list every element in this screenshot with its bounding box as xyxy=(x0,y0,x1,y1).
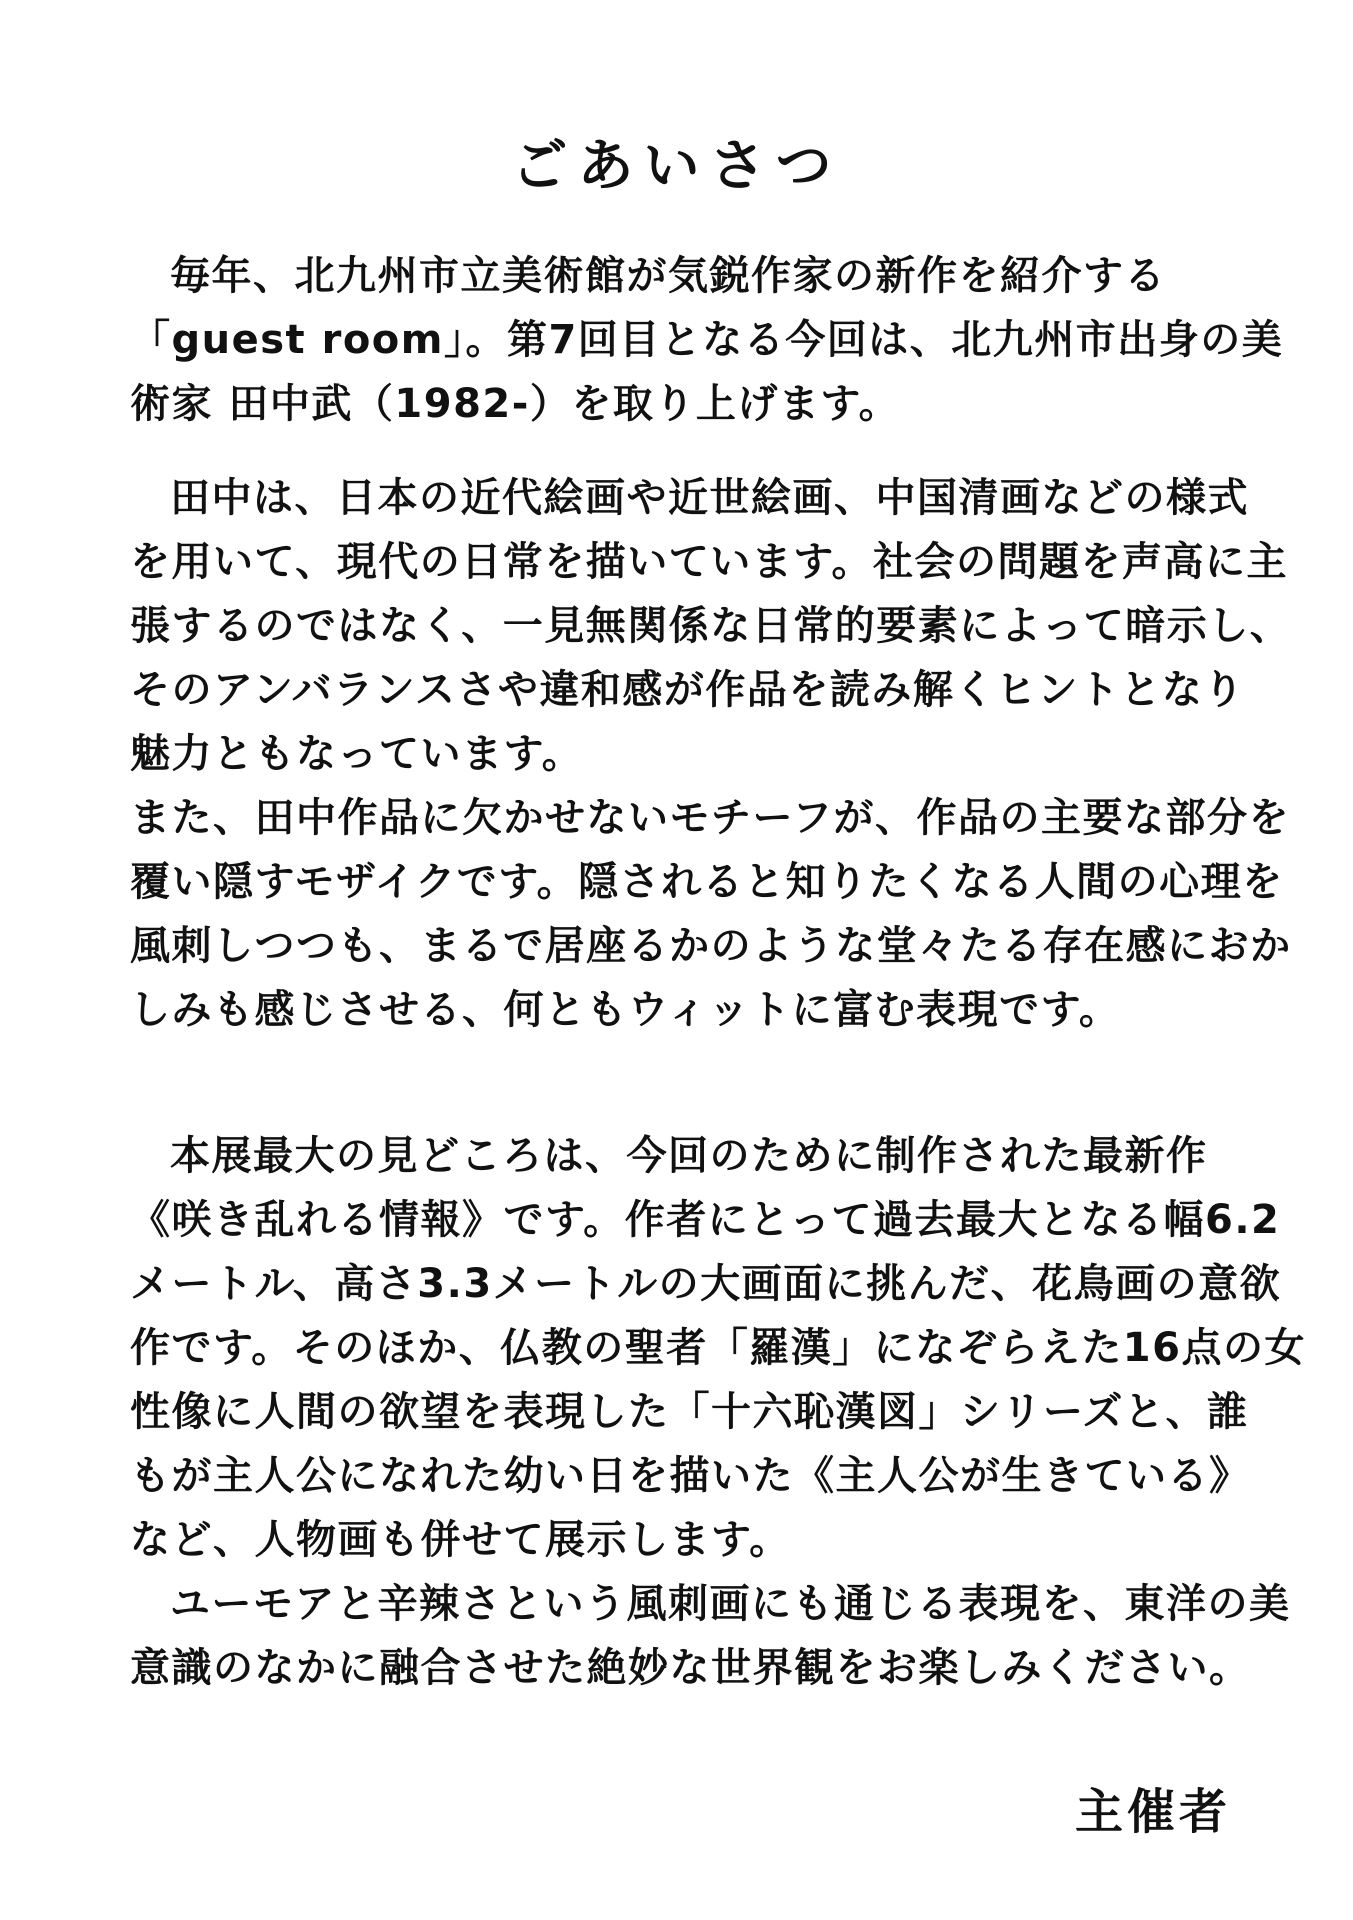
text-line: ユーモアと辛辣さという風刺画にも通じる表現を、東洋の美 xyxy=(170,1581,1291,1627)
text-line: など、人物画も併せて展示します。 xyxy=(130,1517,791,1563)
paragraph-mosaic xyxy=(130,786,1292,1042)
page-title: ごあいさつ xyxy=(511,134,842,199)
text-line: そのアンバランスさや違和感が作品を読み解くヒントとなり xyxy=(130,667,1245,713)
text-line: 《咲き乱れる情報》です。作者にとって過去最大となる幅6.2 xyxy=(130,1197,1281,1243)
text-line: メートル、高さ3.3メートルの大画面に挑んだ、花鳥画の意欲 xyxy=(130,1261,1282,1307)
text-line: 意識のなかに融合させた絶妙な世界観をお楽しみください。 xyxy=(130,1645,1251,1691)
text-line: を用いて、現代の日常を描いています。社会の問題を声高に主 xyxy=(130,539,1288,585)
paragraph-intro xyxy=(130,244,1284,436)
paragraph-style xyxy=(130,466,1292,786)
text-line: 性像に人間の欲望を表現した「十六恥漢図」シリーズと、誰 xyxy=(130,1389,1249,1435)
text-line: 作です。そのほか、仏教の聖者「羅漢」になぞらえた16点の女 xyxy=(130,1325,1306,1371)
text-line: 毎年、北九州市立美術館が気鋭作家の新作を紹介する xyxy=(170,253,1166,299)
text-line: 本展最大の見どころは、今回のために制作された最新作 xyxy=(170,1133,1208,1179)
text-line: もが主人公になれた幼い日を描いた《主人公が生きている》 xyxy=(130,1453,1251,1499)
greeting-body xyxy=(130,244,1306,1700)
text-line: 田中は、日本の近代絵画や近世絵画、中国清画などの様式 xyxy=(170,475,1249,521)
text-line: 魅力ともなっています。 xyxy=(130,731,584,777)
organizer-signature: 主催者 xyxy=(1074,1784,1231,1840)
paragraph-closing xyxy=(130,1572,1291,1700)
paragraph-highlights xyxy=(130,1124,1306,1572)
text-line: 張するのではなく、一見無関係な日常的要素によって暗示し、 xyxy=(130,603,1292,649)
text-line: 覆い隠すモザイクです。隠されると知りたくなる人間の心理を xyxy=(130,859,1284,905)
text-line: 風刺しつつも、まるで居座るかのような堂々たる存在感におか xyxy=(130,923,1292,969)
text-line: また、田中作品に欠かせないモチーフが、作品の主要な部分を xyxy=(130,795,1290,841)
text-line: 術家 田中武（1982-）を取り上げます。 xyxy=(130,381,901,427)
text-line: 「guest room」。第7回目となる今回は、北九州市出身の美 xyxy=(130,317,1284,363)
text-line: しみも感じさせる、何ともウィットに富む表現です。 xyxy=(130,987,1121,1033)
